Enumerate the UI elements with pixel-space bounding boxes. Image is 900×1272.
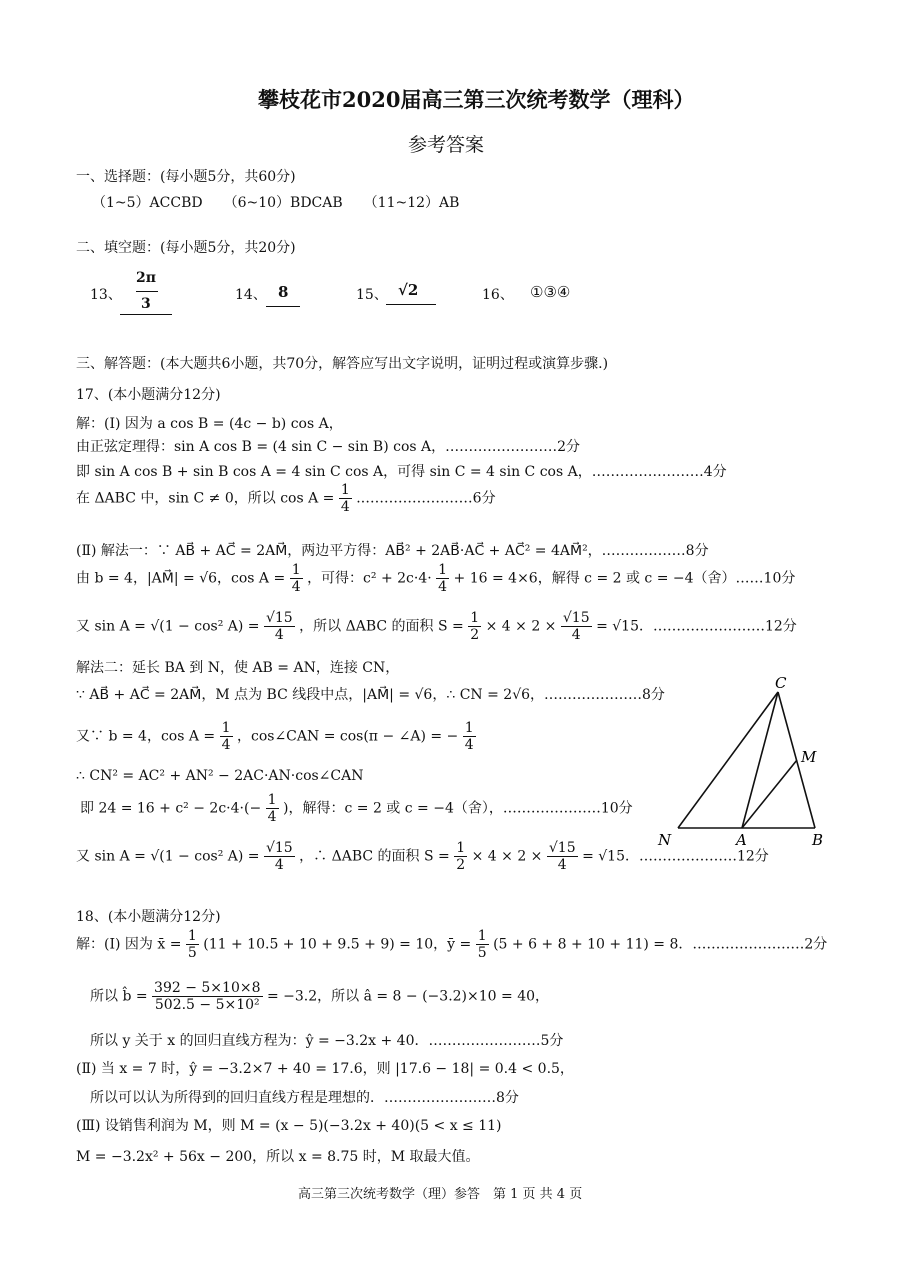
q13-answer-line [120,314,172,315]
fraction-denominator: 4 [571,627,581,644]
q18-line-1-mid: (11 + 10.5 + 10 + 9.5 + 9) = 10，ȳ = [203,936,472,953]
q17-line-13-mid2: × 4 × 2 × [471,848,543,865]
fraction-numerator: 1 [221,720,231,736]
fraction [561,610,592,643]
fraction-denominator: 4 [274,627,284,644]
fraction-denominator: 4 [438,579,448,596]
q17-line-12-tail: )，解得：c = 2 或 c = −4（舍），…………………10分 [283,800,633,817]
fraction-denominator: 4 [557,857,567,874]
fraction-denominator: 502.5 − 5×10² [154,997,260,1014]
label-B: B [812,831,824,849]
q18-line-5: 所以可以认为所得到的回归直线方程是理想的．……………………8分 [90,1090,519,1106]
document-subtitle: 参考答案 [408,134,485,156]
q17-line-10 [76,720,476,753]
fraction-denominator: 4 [274,857,284,874]
fraction-denominator: 2 [456,857,466,874]
fraction-denominator: 4 [340,499,350,516]
q18-title: 18、(本小题满分12分) [76,909,221,925]
label-M: M [801,748,817,766]
fraction-denominator: 2 [470,627,480,644]
q17-line-5: (Ⅱ) 解法一：∵ AB⃗ + AC⃗ = 2AM⃗，两边平方得：AB⃗² + 2AB⃗·AC⃗ + AC⃗² = 4AM⃗²，………………8分 [76,543,709,559]
fraction-numerator: 1 [291,562,301,578]
q17-line-6-text: 由 b = 4，|AM⃗| = √6，cos A = [76,570,286,587]
q18-line-3: 所以 y 关于 x 的回归直线方程为：ŷ = −3.2x + 40．……………………5分 [90,1033,564,1049]
label-A: A [736,831,747,849]
fraction-numerator: 1 [456,840,466,856]
fraction-numerator: 1 [187,928,197,944]
q14-answer-line [266,306,300,307]
q14-label: 14、 [235,287,267,303]
q14-answer: 8 [278,283,289,301]
fraction [547,840,578,873]
triangle-figure [650,670,840,855]
q18-line-2-tail: = −3.2，所以 â = 8 − (−3.2)×10 = 40， [266,988,550,1005]
q13-denominator: 3 [141,296,151,312]
q13-fraction-bar [136,291,158,292]
fraction [266,792,279,825]
fraction-denominator: 4 [464,737,474,754]
fraction [290,562,303,595]
q17-line-7-mid2: × 4 × 2 × [485,618,557,635]
fraction-denominator: 5 [477,945,487,962]
q16-answer: ①③④ [530,283,571,301]
q17-line-8: 解法二：延长 BA 到 N，使 AB = AN，连接 CN， [76,660,400,676]
section2-heading: 二、填空题：(每小题5分，共20分) [76,240,296,256]
q17-title: 17、(本小题满分12分) [76,387,221,403]
segment-AC [742,692,778,828]
fraction-numerator: 1 [438,562,448,578]
fraction-numerator: √15 [265,610,293,626]
q17-line-1: 解：(Ⅰ) 因为 a cos B = (4c − b) cos A， [76,416,343,432]
fraction [476,928,489,961]
fraction [264,610,295,643]
fraction-numerator: 392 − 5×10×8 [154,980,261,996]
fraction [220,720,233,753]
q13-numerator: 2π [136,270,156,286]
fraction-numerator: √15 [562,610,590,626]
q17-line-7 [76,610,797,643]
fraction-numerator: √15 [548,840,576,856]
q17-line-4 [76,482,496,515]
q17-line-4-text: 在 ΔABC 中，sin C ≠ 0，所以 cos A = [76,490,335,507]
q18-line-1-tail: (5 + 6 + 8 + 10 + 11) = 8．……………………2分 [493,936,828,953]
q17-line-13-tail: = √15．…………………12分 [582,848,769,865]
fraction-denominator: 4 [267,809,277,826]
fraction-numerator: 1 [464,720,474,736]
fraction-denominator: 5 [187,945,197,962]
q18-line-1 [76,928,827,961]
q17-line-7-mid: ，所以 ΔABC 的面积 S = [299,618,464,635]
page-footer: 高三第三次统考数学（理）参答 第 1 页 共 4 页 [298,1187,583,1202]
fraction-denominator: 4 [221,737,231,754]
q17-line-11: ∴ CN² = AC² + AN² − 2AC·AN·cos∠CAN [76,768,364,784]
label-N: N [658,831,672,849]
label-C: C [775,674,787,692]
fraction-numerator: 1 [477,928,487,944]
q18-line-1-text: 解：(Ⅰ) 因为 x̄ = [76,936,182,953]
section1-answers: （1~5）ACCBD （6~10）BDCAB （11~12）AB [92,195,460,211]
q17-line-6-tail: + 16 = 4×6，解得 c = 2 或 c = −4（舍）……10分 [453,570,796,587]
fraction [152,980,262,1013]
q15-label: 15、 [356,287,388,303]
fraction [463,720,476,753]
q15-answer-line [386,304,436,305]
fraction-numerator: √15 [265,840,293,856]
fraction [339,482,352,515]
q17-line-13-mid: ，∴ ΔABC 的面积 S = [299,848,450,865]
section3-heading: 三、解答题：(本大题共6小题，共70分，解答应写出文字说明，证明过程或演算步骤.) [76,356,609,372]
q17-line-9: ∵ AB⃗ + AC⃗ = 2AM⃗，M 点为 BC 线段中点，|AM⃗| = √6，∴ CN = 2√6，…………………8分 [76,687,665,703]
q17-line-3: 即 sin A cos B + sin B cos A = 4 sin C cos A，可得 sin C = 4 sin C cos A，……………………4分 [76,464,727,480]
q15-answer: √2 [398,281,419,299]
q17-line-10-mid: ，cos∠CAN = cos(π − ∠A) = − [236,728,459,745]
fraction-numerator: 1 [267,792,277,808]
q18-line-6: (Ⅲ) 设销售利润为 M，则 M = (x − 5)(−3.2x + 40)(5 < x ≤ 11) [76,1118,502,1134]
q13-label: 13、 [90,287,122,303]
fraction-denominator: 4 [291,579,301,596]
q17-line-12 [80,792,633,825]
q17-line-6-mid: ，可得：c² + 2c·4· [307,570,432,587]
fraction [454,840,467,873]
q17-line-7-text: 又 sin A = √(1 − cos² A) = [76,618,260,635]
q17-line-2: 由正弦定理得：sin A cos B = (4 sin C − sin B) cos A，……………………2分 [76,439,581,455]
fraction [186,928,199,961]
document-title: 攀枝花市2020届高三第三次统考数学（理科） [258,87,695,112]
q18-line-4: (Ⅱ) 当 x = 7 时，ŷ = −3.2×7 + 40 = 17.6，则 |17.6 − 18| = 0.4 < 0.5， [76,1061,574,1077]
fraction-numerator: 1 [470,610,480,626]
q18-line-2-text: 所以 b̂ = [90,988,148,1005]
q18-line-7: M = −3.2x² + 56x − 200，所以 x = 8.75 时，M 取最大值。 [76,1149,480,1165]
fraction [264,840,295,873]
q17-line-12-text: 即 24 = 16 + c² − 2c·4·(− [80,800,262,817]
q17-line-10-text: 又∵ b = 4，cos A = [76,728,216,745]
fraction [436,562,449,595]
section1-heading: 一、选择题：(每小题5分，共60分) [76,169,296,185]
q17-line-4-tail: .……………………6分 [356,490,496,507]
fraction [468,610,481,643]
q17-line-13-text: 又 sin A = √(1 − cos² A) = [76,848,260,865]
q17-line-6 [76,562,795,595]
segment-NC [678,692,778,828]
q17-line-7-tail: = √15．……………………12分 [596,618,797,635]
q18-line-2 [90,980,549,1013]
fraction-numerator: 1 [340,482,350,498]
q16-label: 16、 [482,287,514,303]
